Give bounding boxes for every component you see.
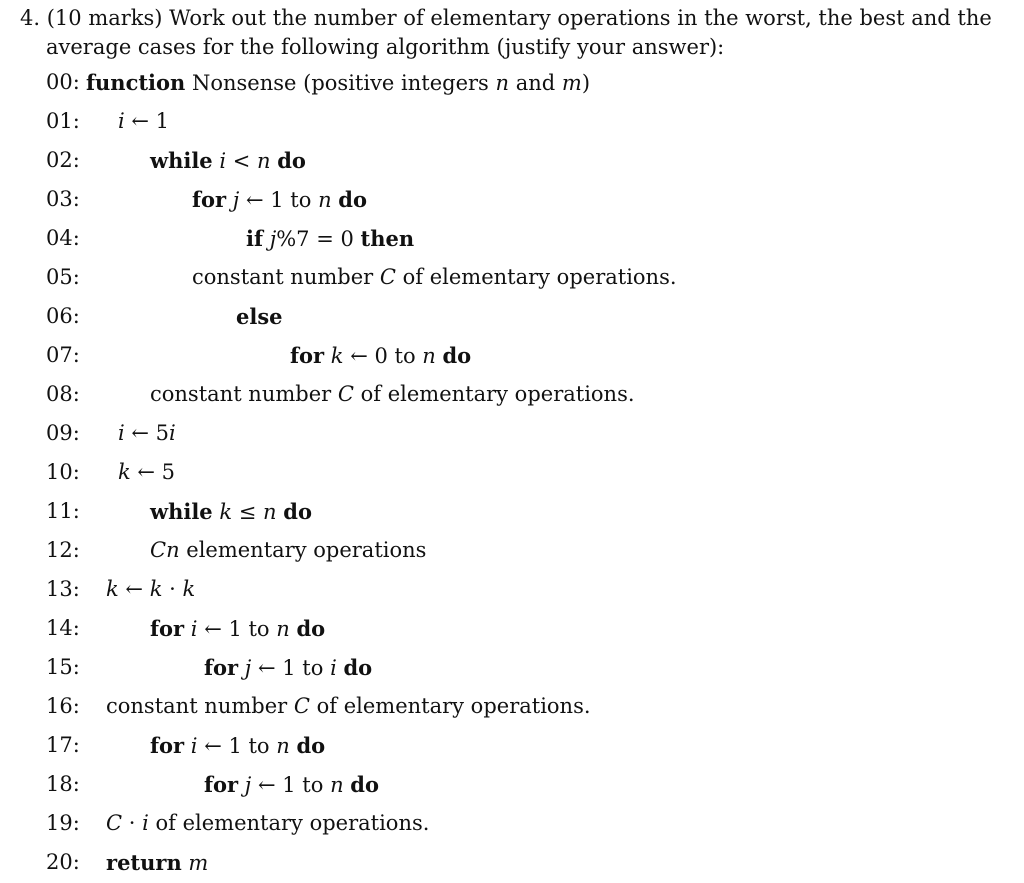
- line-number: 18:: [46, 772, 80, 796]
- keyword: do: [343, 655, 373, 680]
- line-number: 13:: [46, 577, 80, 601]
- keyword: function: [86, 70, 186, 95]
- code-statement: [106, 694, 591, 718]
- line-number: 20:: [46, 850, 80, 874]
- keyword: do: [283, 499, 312, 524]
- line-number: 15:: [46, 655, 80, 679]
- code-text: ← 5: [124, 421, 170, 445]
- code-text: ← 5: [130, 460, 176, 484]
- code-statement: [150, 499, 312, 524]
- math-symbol: i: [118, 109, 125, 133]
- line-number: 19:: [46, 811, 80, 835]
- math-symbol: n: [257, 149, 271, 173]
- code-statement: [236, 304, 283, 329]
- code-statement: [118, 460, 175, 484]
- math-symbol: i: [190, 617, 198, 641]
- keyword: for: [150, 616, 185, 641]
- keyword: for: [290, 343, 325, 368]
- math-symbol: k: [106, 577, 119, 601]
- math-symbol: i: [219, 149, 227, 173]
- code-statement: [246, 226, 414, 251]
- math-symbol: C: [337, 382, 354, 406]
- line-number: 11:: [46, 499, 80, 523]
- math-symbol: n: [276, 617, 290, 641]
- line-number: 09:: [46, 421, 80, 445]
- line-number: 07:: [46, 343, 80, 367]
- line-number: 03:: [46, 187, 80, 211]
- code-text: ←: [118, 577, 150, 601]
- math-symbol: i: [169, 421, 176, 445]
- keyword: then: [360, 226, 415, 251]
- math-symbol: i: [142, 811, 149, 835]
- code-statement: [204, 655, 372, 680]
- code-statement: [86, 70, 590, 95]
- code-statement: [106, 850, 208, 875]
- math-symbol: i: [118, 421, 125, 445]
- keyword: for: [204, 772, 239, 797]
- code-statement: [204, 772, 379, 797]
- code-statement: [118, 109, 169, 133]
- code-text: ← 1 to: [251, 773, 331, 797]
- code-text: Nonsense (positive integers: [185, 71, 496, 95]
- code-statement: [106, 577, 195, 601]
- keyword: while: [150, 499, 213, 524]
- line-number: 06:: [46, 304, 80, 328]
- keyword: do: [350, 772, 379, 797]
- code-text: [263, 227, 270, 251]
- code-text: [184, 617, 191, 641]
- line-number: 08:: [46, 382, 80, 406]
- code-text: ): [581, 71, 591, 95]
- code-text: [184, 734, 191, 758]
- code-text: ← 0 to: [343, 344, 423, 368]
- code-statement: [290, 343, 471, 368]
- math-symbol: n: [330, 773, 344, 797]
- code-statement: [192, 265, 677, 289]
- line-number: 00:: [46, 70, 80, 94]
- code-text: of elementary operations.: [309, 694, 591, 718]
- code-text: [238, 656, 245, 680]
- code-text: <: [226, 149, 258, 173]
- keyword: do: [338, 187, 367, 212]
- math-symbol: k: [118, 460, 131, 484]
- code-statement: [150, 538, 426, 562]
- math-symbol: m: [561, 71, 582, 95]
- code-text: ≤: [232, 500, 264, 524]
- math-symbol: n: [422, 344, 436, 368]
- line-number: 10:: [46, 460, 80, 484]
- math-symbol: j: [232, 188, 240, 212]
- keyword: do: [442, 343, 472, 368]
- math-symbol: n: [495, 71, 510, 95]
- math-symbol: n: [263, 500, 277, 524]
- math-symbol: i: [190, 734, 198, 758]
- keyword: for: [192, 187, 227, 212]
- question-line-2: average cases for the following algorithm (justify your answer):: [46, 35, 725, 59]
- line-number: 17:: [46, 733, 80, 757]
- code-text: [324, 344, 331, 368]
- line-number: 16:: [46, 694, 80, 718]
- question-text: [20, 4, 1016, 62]
- math-symbol: k: [219, 500, 233, 524]
- math-symbol: m: [188, 851, 209, 875]
- code-statement: [150, 148, 306, 173]
- question-line-1: [20, 4, 1016, 33]
- code-text: ← 1 to: [239, 188, 319, 212]
- math-symbol: C: [106, 811, 123, 835]
- math-symbol: n: [276, 734, 290, 758]
- keyword: do: [296, 616, 326, 641]
- keyword: do: [296, 733, 326, 758]
- code-text: of elementary operations.: [148, 811, 430, 835]
- math-symbol: C: [293, 694, 310, 718]
- question-number: 4.: [20, 6, 41, 30]
- math-symbol: Cn: [150, 538, 180, 562]
- code-text: ← 1 to: [197, 734, 277, 758]
- code-text: [238, 773, 245, 797]
- keyword: if: [246, 226, 264, 251]
- code-text: ·: [162, 577, 183, 601]
- code-text: ·: [122, 811, 143, 835]
- code-text: elementary operations: [179, 538, 427, 562]
- math-symbol: k: [149, 577, 163, 601]
- math-symbol: j: [269, 227, 277, 251]
- line-number: 04:: [46, 226, 80, 250]
- question-prompt-1: (10 marks) Work out the number of elementary operations in the worst, the best and the: [46, 6, 992, 30]
- code-statement: [150, 382, 635, 406]
- keyword: do: [277, 148, 306, 173]
- line-number: 02:: [46, 148, 80, 172]
- code-statement: [118, 421, 176, 445]
- code-statement: [106, 811, 429, 835]
- math-symbol: i: [330, 656, 337, 680]
- math-symbol: k: [182, 577, 196, 601]
- math-symbol: k: [330, 344, 344, 368]
- code-text: ← 1: [124, 109, 170, 133]
- code-text: ← 1 to: [251, 656, 331, 680]
- line-number: 12:: [46, 538, 80, 562]
- keyword: return: [106, 850, 182, 875]
- math-symbol: C: [379, 265, 396, 289]
- code-statement: [150, 616, 325, 641]
- math-symbol: j: [244, 656, 252, 680]
- code-statement: [192, 187, 367, 212]
- code-statement: [150, 733, 325, 758]
- keyword: while: [150, 148, 213, 173]
- code-text: constant number: [192, 265, 380, 289]
- keyword: for: [150, 733, 185, 758]
- code-text: %7 = 0: [276, 227, 361, 251]
- code-text: of elementary operations.: [353, 382, 635, 406]
- line-number: 01:: [46, 109, 80, 133]
- keyword: for: [204, 655, 239, 680]
- line-number: 05:: [46, 265, 80, 289]
- keyword: else: [236, 304, 283, 329]
- code-text: constant number: [106, 694, 294, 718]
- code-text: [226, 188, 233, 212]
- code-text: constant number: [150, 382, 338, 406]
- code-text: and: [509, 71, 562, 95]
- code-text: of elementary operations.: [395, 265, 677, 289]
- math-symbol: j: [244, 773, 252, 797]
- code-text: ← 1 to: [197, 617, 277, 641]
- code-text: [436, 344, 443, 368]
- line-number: 14:: [46, 616, 80, 640]
- math-symbol: n: [318, 188, 332, 212]
